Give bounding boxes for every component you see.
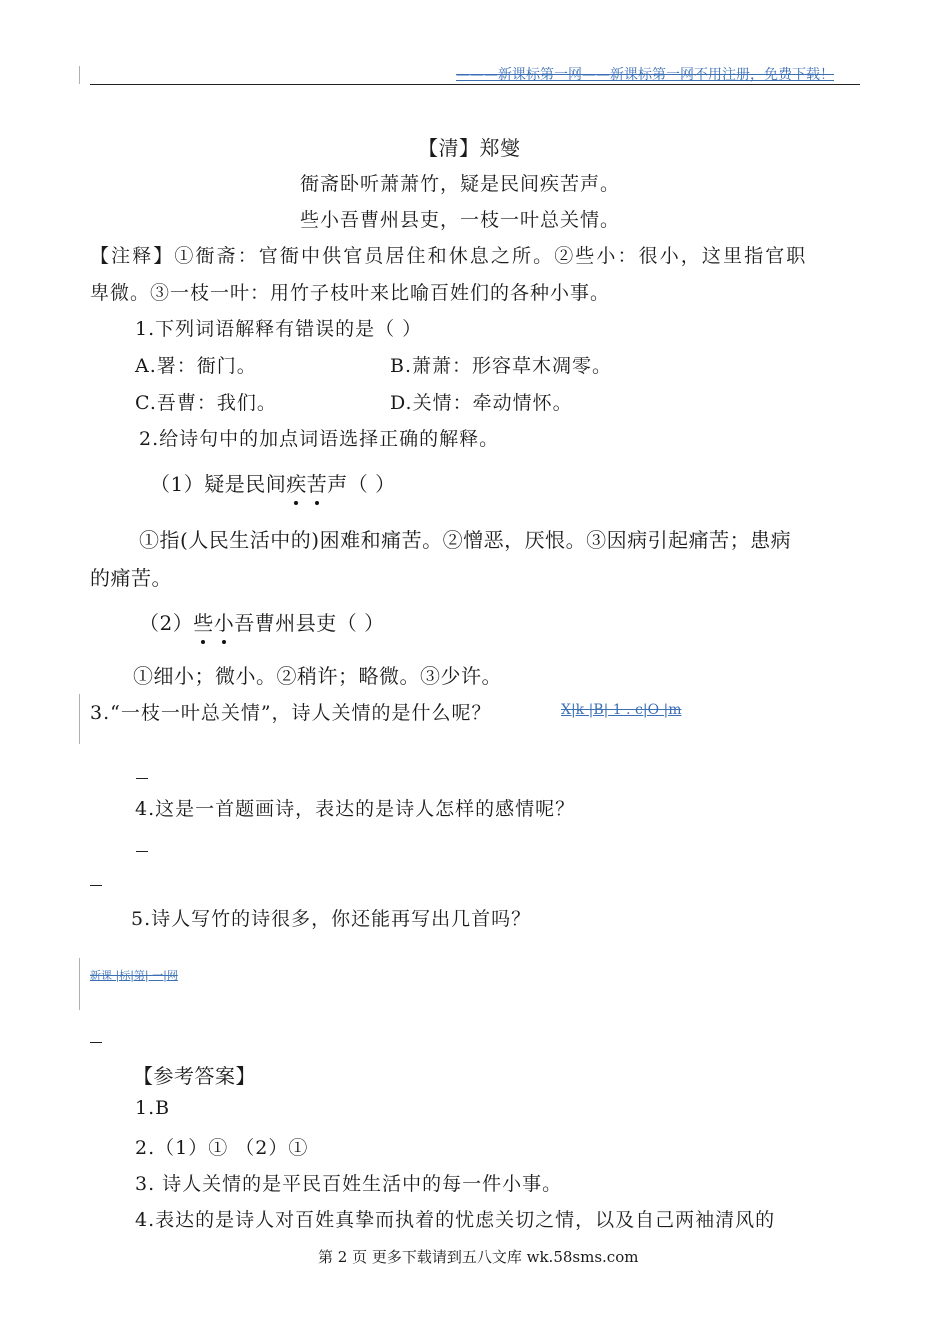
emphasis-char: 苦	[306, 472, 328, 496]
q2-sub-2	[139, 607, 385, 636]
margin-mark-top	[79, 66, 80, 84]
q2-sub1-options-2: 的痛苦。	[90, 566, 172, 590]
notes-line-1: 【注释】①衙斋：官衙中供官员居住和休息之所。②些小：很小，这里指官职	[90, 245, 808, 267]
answer-blank	[90, 1042, 102, 1043]
poem-author: 【清】郑燮	[418, 136, 521, 160]
header-link[interactable]: ———新课标第一网——新课标第一网不用注册，免费下载！	[456, 67, 834, 83]
question-4: 4.这是一首题画诗，表达的是诗人怎样的感情呢？	[135, 798, 576, 820]
answer-1: 1.B	[135, 1097, 171, 1119]
page-footer: 第 2 页 更多下载请到五八文库 wk.58sms.com	[318, 1248, 639, 1266]
header-rule	[90, 84, 860, 85]
q1-option-d: D.关情：牵动情怀。	[390, 392, 573, 414]
answer-2: 2.（1）① （2）①	[135, 1137, 309, 1159]
q2-sub2-options: ①细小；微小。②稍许；略微。③少许。	[133, 664, 502, 688]
poem-line-2: 些小吾曹州县吏，一枝一叶总关情。	[300, 209, 621, 231]
answers-title: 【参考答案】	[133, 1064, 256, 1088]
emphasis-char: 些	[193, 611, 214, 635]
q1-option-c: C.吾曹：我们。	[135, 392, 277, 414]
answer-blank	[136, 851, 148, 852]
question-5: 5.诗人写竹的诗很多，你还能再写出几首吗？	[131, 908, 532, 930]
q2-sub1-post: 声（ ）	[327, 472, 396, 496]
question-1: 1.下列词语解释有错误的是（ ）	[135, 318, 423, 340]
q2-sub-1	[150, 468, 396, 497]
margin-mark	[79, 958, 80, 1010]
notes-line-2: 卑微。③一枝一叶：用竹子枝叶来比喻百姓们的各种小事。	[90, 282, 611, 304]
poem-line-1: 衙斋卧听萧萧竹，疑是民间疾苦声。	[300, 173, 621, 195]
margin-mark	[79, 694, 80, 744]
mid-link[interactable]: 新课 |标|第| 一|网	[90, 969, 178, 982]
answer-blank	[90, 885, 102, 886]
answer-3: 3. 诗人关情的是平民百姓生活中的每一件小事。	[135, 1173, 563, 1195]
q1-option-a: A.署：衙门。	[135, 355, 257, 377]
q2-sub1-pre: （1）疑是民间	[150, 472, 287, 496]
answer-blank	[136, 778, 148, 779]
emphasis-char: 小	[213, 611, 235, 635]
q1-option-b: B.萧萧：形容草木凋零。	[390, 355, 613, 377]
q2-sub2-pre: （2）	[139, 611, 194, 635]
question-3: 3.“一枝一叶总关情”，诗人关情的是什么呢？	[90, 702, 492, 724]
q2-sub2-post: 吾曹州县吏（ ）	[234, 611, 385, 635]
answer-4: 4.表达的是诗人对百姓真挚而执着的忧虑关切之情，以及自己两袖清风的	[135, 1209, 776, 1231]
question-2: 2.给诗句中的加点词语选择正确的解释。	[139, 428, 500, 450]
q2-sub1-options-1: ①指(人民生活中的)困难和痛苦。②憎恶，厌恨。③因病引起痛苦；患病	[139, 528, 792, 552]
q3-inline-link[interactable]: X|k |B| 1 . c|O |m	[561, 702, 682, 718]
emphasis-char: 疾	[286, 472, 307, 496]
